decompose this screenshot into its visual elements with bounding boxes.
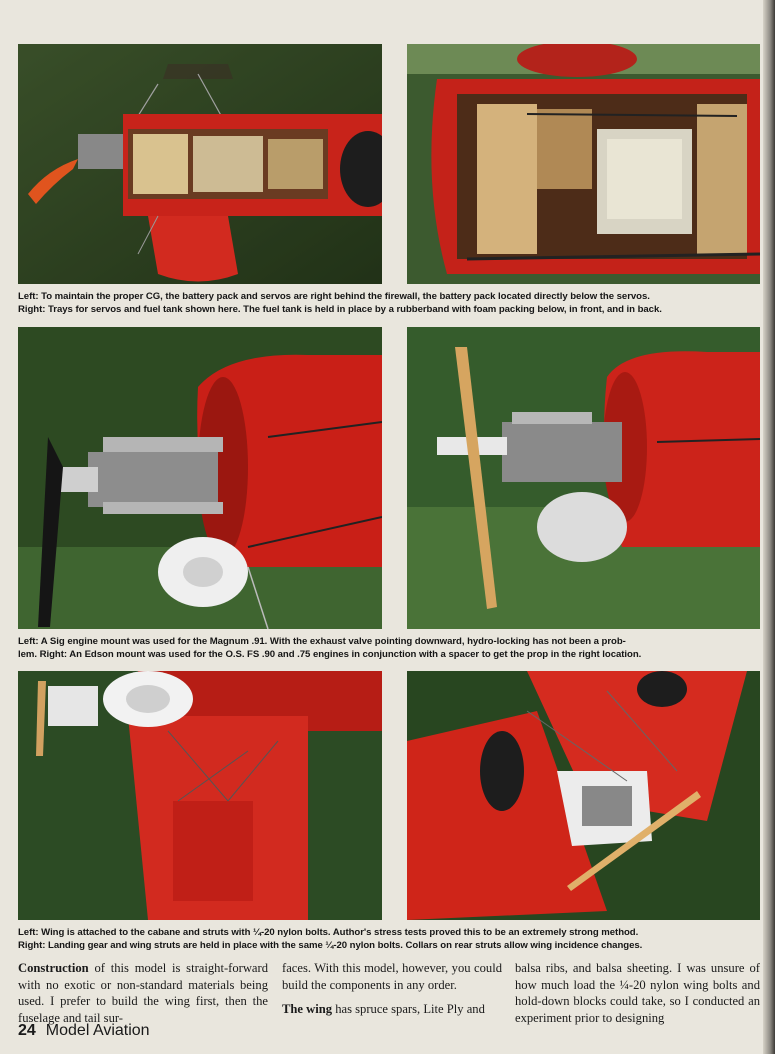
photo-servo-trays-right (407, 44, 760, 284)
construction-text: of this model is straight-forward with no exotic or non-standard materials being used. I prefer to build the wing first, then the fuselage and tail sur- (18, 961, 268, 1025)
caption-row-3-line-1: Left: Wing is attached to the cabane and struts with ¼-20 nylon bolts. Author's stress tests proved this to be an extremely strong method. (18, 927, 639, 938)
caption-row-3-line-2: Right: Landing gear and wing struts are held in place with the same ¼-20 nylon bolts. Collars on rear struts allow wing incidence changes. (18, 940, 643, 951)
photo-sig-engine-mount-left (18, 327, 382, 629)
caption-row-1-line-1: Left: To maintain the proper CG, the battery pack and servos are right behind the firewall, the battery pack located directly below the servos. (18, 291, 650, 302)
photo-edson-mount-right (407, 327, 760, 629)
wing-text: has spruce spars, Lite Ply and (332, 1002, 485, 1016)
construction-heading: Construction (18, 961, 89, 975)
caption-row-2-line-2: lem. Right: An Edson mount was used for the O.S. FS .90 and .75 engines in conjunction with a spacer to get the prop in the right location. (18, 649, 642, 660)
scan-page-edge (763, 0, 775, 1054)
caption-row-1 (18, 290, 763, 316)
caption-row-2-line-1: Left: A Sig engine mount was used for the Magnum .91. With the exhaust valve pointing downward, hydro-locking has not been a prob- (18, 636, 626, 647)
page-footer (18, 1022, 150, 1040)
photo-wing-cabane-left (18, 671, 382, 920)
page-number: 24 (18, 1022, 36, 1039)
body-column-2 (282, 960, 502, 1018)
caption-row-3 (18, 926, 763, 952)
magazine-name: Model Aviation (45, 1022, 150, 1039)
body-column-2-paragraph-2 (282, 1001, 502, 1018)
body-column-1 (18, 960, 268, 1026)
photo-landing-gear-right (407, 671, 760, 920)
body-column-3 (515, 960, 760, 1026)
wing-heading: The wing (282, 1002, 333, 1016)
caption-row-1-line-2: Right: Trays for servos and fuel tank shown here. The fuel tank is held in place by a rubberband with foam packing below, in front, and in back. (18, 304, 662, 315)
photo-fuselage-top-left (18, 44, 382, 284)
caption-row-2 (18, 635, 763, 661)
body-column-3-paragraph: balsa ribs, and balsa sheeting. I was unsure of how much load the ¼-20 nylon wing bolts and hold-down blocks could take, so I conducted an experiment prior to designing (515, 961, 760, 1025)
body-column-2-paragraph-1: faces. With this model, however, you could build the components in any order. (282, 961, 502, 992)
body-column-1-paragraph (18, 960, 268, 1026)
